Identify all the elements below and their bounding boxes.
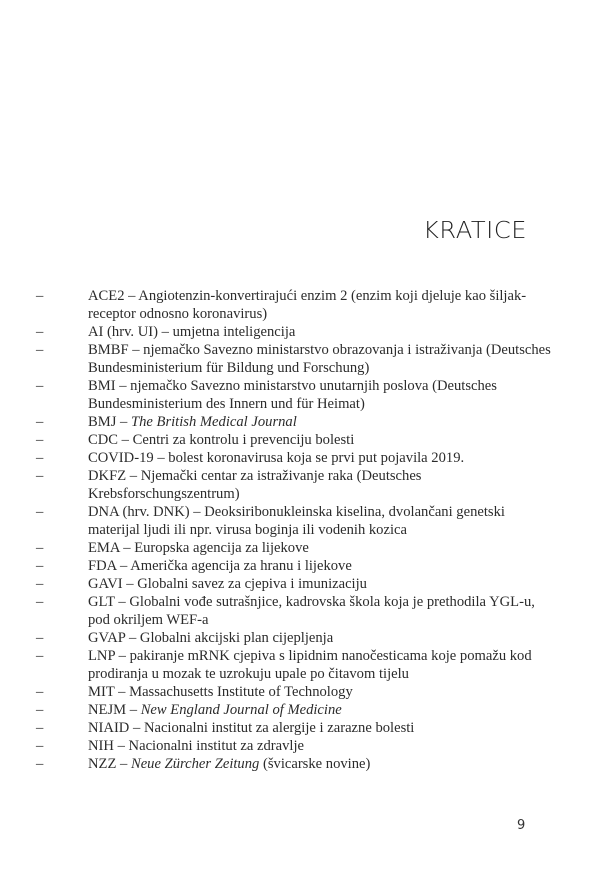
dash-marker: –: [36, 288, 44, 304]
abbreviation: GLT: [88, 594, 115, 610]
dash-marker: –: [36, 324, 44, 340]
separator: –: [126, 468, 141, 484]
separator: –: [119, 540, 135, 556]
definition: Globalni savez za cjepiva i imunizaciju: [137, 576, 367, 592]
abbreviation-list: [36, 287, 556, 773]
separator: –: [124, 288, 139, 304]
definition: Deoksiribonukleinska kiselina, dvolančani genetski materijal ljudi ili npr. virusa boginja ili vodenih kozica: [88, 504, 505, 538]
separator: –: [128, 342, 144, 358]
list-item: [36, 539, 556, 557]
dash-marker: –: [36, 594, 44, 610]
separator: –: [129, 720, 144, 736]
list-item: [36, 323, 556, 341]
dash-marker: –: [36, 684, 44, 700]
definition: Massachusetts Institute of Technology: [129, 684, 353, 700]
list-item: [36, 431, 556, 449]
separator: –: [157, 324, 173, 340]
abbreviation: CDC: [88, 432, 119, 448]
definition-suffix: (švicarske novine): [259, 756, 371, 772]
list-item: [36, 719, 556, 737]
list-item: [36, 647, 556, 683]
abbreviation: COVID-19: [88, 450, 154, 466]
abbreviation: NEJM: [88, 702, 127, 718]
definition: njemačko Savezno ministarstvo unutarnjih poslova (Deutsches Bundesministerium des Innern und für Heimat): [88, 378, 497, 412]
list-item: [36, 737, 556, 755]
separator: –: [116, 756, 131, 772]
list-item: [36, 287, 556, 323]
dash-marker: –: [36, 432, 44, 448]
separator: –: [114, 684, 130, 700]
dash-marker: –: [36, 648, 44, 664]
abbreviation: MIT: [88, 684, 115, 700]
dash-marker: –: [36, 342, 44, 358]
dash-marker: –: [36, 756, 44, 772]
definition: pakiranje mRNK cjepiva s lipidnim nanočesticama koje pomažu kod prodiranja u mozak te uzrokuju upale po čitavom tijelu: [88, 648, 532, 682]
definition: Nacionalni institut za zdravlje: [128, 738, 305, 754]
abbreviation: FDA: [88, 558, 117, 574]
definition: Nacionalni institut za alergije i zarazne bolesti: [143, 720, 415, 736]
definition-italic: New England Journal of Medicine: [140, 702, 342, 718]
abbreviation: BMBF: [88, 342, 129, 358]
list-item: [36, 683, 556, 701]
page-number: 9: [517, 818, 526, 833]
abbreviation: GAVI: [88, 576, 123, 592]
separator: –: [115, 648, 130, 664]
separator: –: [115, 378, 131, 394]
abbreviation: AI (hrv. UI): [88, 324, 158, 340]
definition: njemačko Savezno ministarstvo obrazovanja i istraživanja (Deutsches Bundesministerium für Bildung und Forschung): [88, 342, 551, 376]
list-item: [36, 575, 556, 593]
list-item: [36, 377, 556, 413]
dash-marker: –: [36, 576, 44, 592]
definition: bolest koronavirusa koja se prvi put pojavila 2019.: [168, 450, 465, 466]
separator: –: [116, 414, 131, 430]
separator: –: [114, 594, 130, 610]
dash-marker: –: [36, 378, 44, 394]
abbreviation: LNP: [88, 648, 116, 664]
dash-marker: –: [36, 630, 44, 646]
separator: –: [116, 558, 131, 574]
definition: umjetna inteligencija: [172, 324, 296, 340]
separator: –: [122, 576, 138, 592]
definition: Njemački centar za istraživanje raka (Deutsches Krebsforschungszentrum): [88, 468, 422, 502]
list-item: [36, 503, 556, 539]
abbreviation: GVAP: [88, 630, 126, 646]
abbreviation: NIAID: [88, 720, 130, 736]
list-item: [36, 467, 556, 503]
list-item: [36, 413, 556, 431]
dash-marker: –: [36, 450, 44, 466]
definition: Angiotenzin-konvertirajući enzim 2 (enzim koji djeluje kao šiljak-receptor odnosno koronavirus): [88, 288, 527, 322]
definition: Globalni vođe sutrašnjice, kadrovska škola koja je prethodila YGL-u, pod okriljem WEF-a: [88, 594, 535, 628]
list-item: [36, 341, 556, 377]
definition: Američka agencija za hranu i lijekove: [130, 558, 352, 574]
page-title: KRATICE: [423, 218, 527, 245]
separator: –: [125, 630, 140, 646]
list-item: [36, 593, 556, 629]
dash-marker: –: [36, 702, 44, 718]
list-item: [36, 557, 556, 575]
abbreviation: DKFZ: [88, 468, 127, 484]
separator: –: [126, 702, 141, 718]
definition: Europska agencija za lijekove: [134, 540, 309, 556]
dash-marker: –: [36, 504, 44, 520]
separator: –: [118, 432, 133, 448]
list-item: [36, 755, 556, 773]
dash-marker: –: [36, 540, 44, 556]
separator: –: [189, 504, 205, 520]
dash-marker: –: [36, 468, 44, 484]
list-item: [36, 701, 556, 719]
abbreviation: BMJ: [88, 414, 117, 430]
abbreviation: NIH: [88, 738, 114, 754]
definition: Centri za kontrolu i prevenciju bolesti: [132, 432, 355, 448]
separator: –: [113, 738, 129, 754]
list-item: [36, 449, 556, 467]
dash-marker: –: [36, 558, 44, 574]
dash-marker: –: [36, 414, 44, 430]
abbreviation: EMA: [88, 540, 120, 556]
separator: –: [153, 450, 169, 466]
abbreviation: DNA (hrv. DNK): [88, 504, 190, 520]
dash-marker: –: [36, 738, 44, 754]
definition: Globalni akcijski plan cijepljenja: [139, 630, 334, 646]
dash-marker: –: [36, 720, 44, 736]
abbreviation: NZZ: [88, 756, 117, 772]
abbreviation: ACE2: [88, 288, 125, 304]
definition-italic: Neue Zürcher Zeitung: [130, 756, 260, 772]
definition-italic: The British Medical Journal: [130, 414, 297, 430]
list-item: [36, 629, 556, 647]
abbreviation: BMI: [88, 378, 116, 394]
